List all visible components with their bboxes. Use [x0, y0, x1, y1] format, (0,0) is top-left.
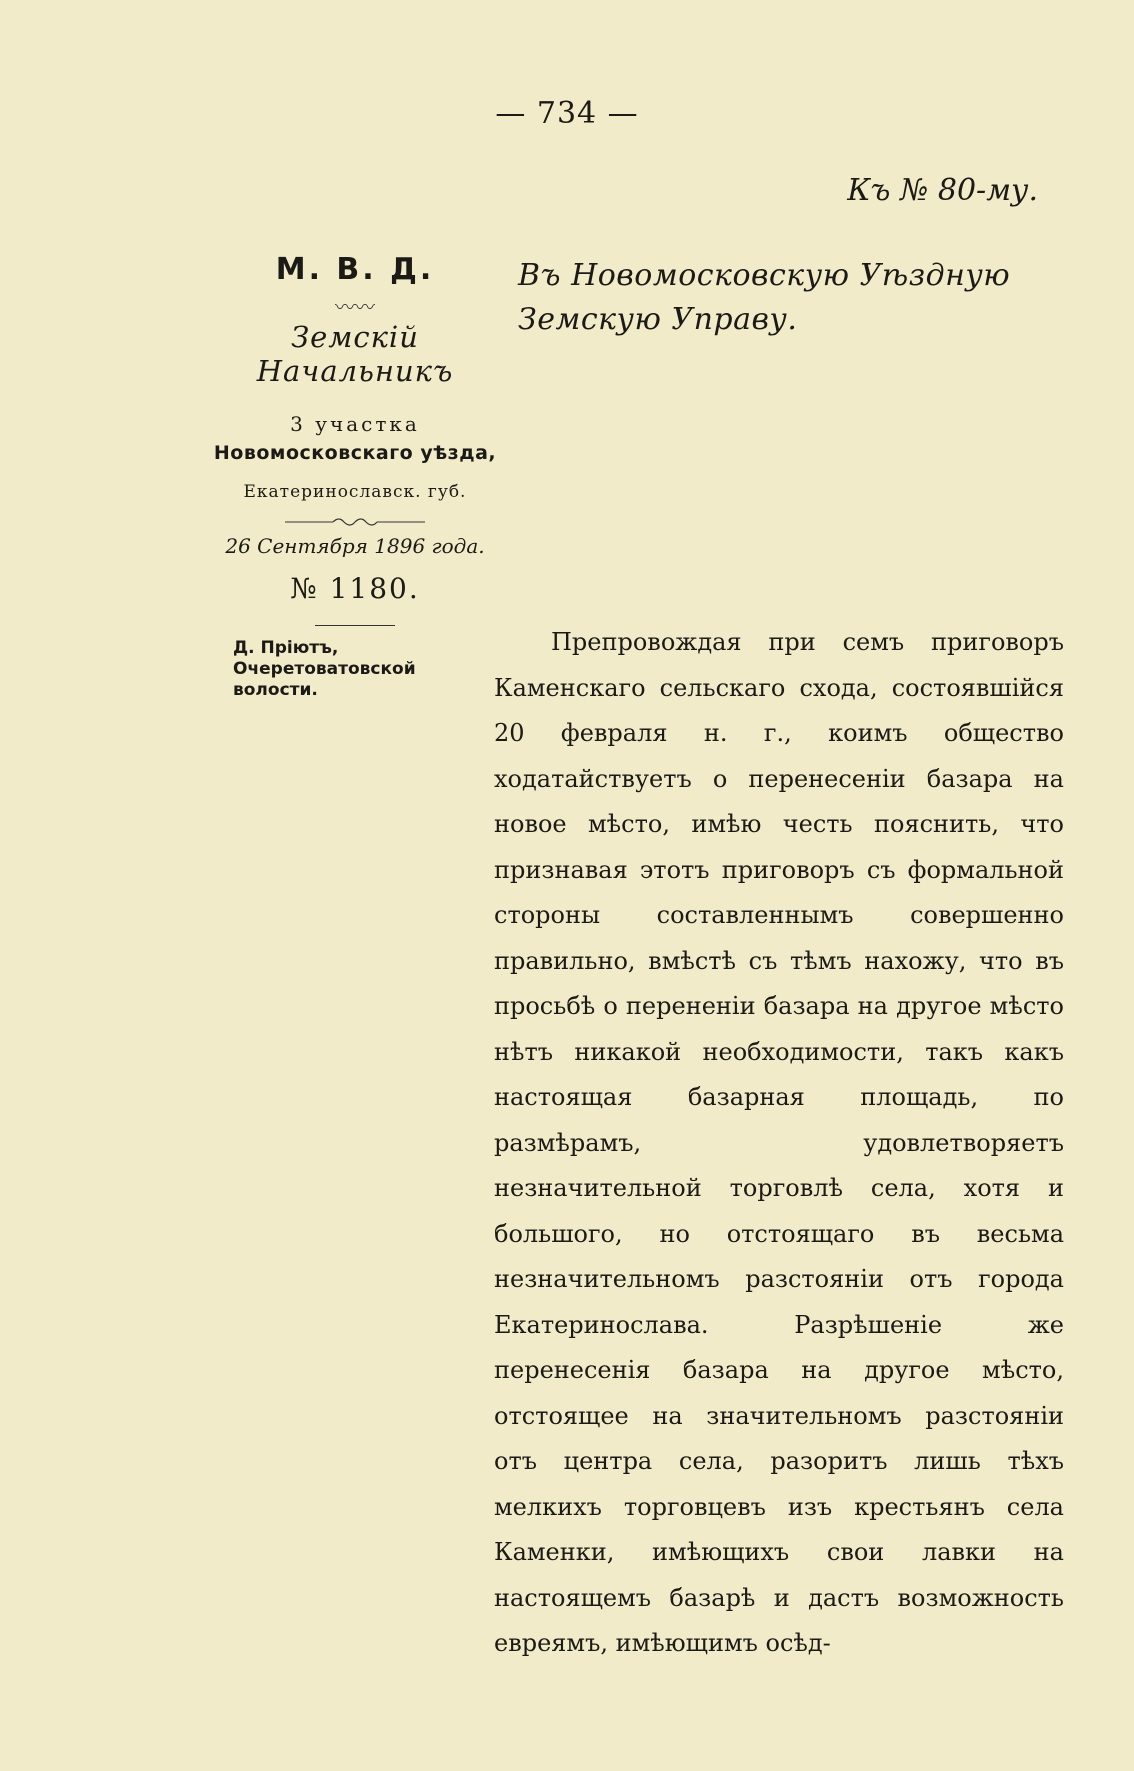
ministry-abbreviation: М. В. Д.	[275, 252, 435, 287]
district-line: 3 участка	[290, 412, 420, 436]
official-title: Земскій Начальникъ	[256, 320, 454, 388]
subject-note: Д. Пріютъ, Очеретоватовской волости.	[233, 638, 416, 700]
flourish-ornament: 〰〰	[335, 295, 375, 319]
sender-block	[205, 252, 505, 701]
document-number: № 1180.	[290, 572, 420, 605]
divider-ornament	[285, 516, 425, 528]
divider-rule	[315, 625, 395, 626]
letter-date: 26 Сентября 1896 года.	[225, 534, 485, 558]
addressee: Въ Новомосковскую Уѣздную Земскую Управу.	[518, 258, 1011, 337]
page-number: — 734 —	[495, 96, 639, 131]
county-line: Новомосковскаго уѣзда,	[213, 442, 497, 464]
reference-number: Къ № 80-му.	[847, 173, 1038, 208]
letter-body: Препровождая при семъ приговоръ Каменскаго сельскаго схода, состоявшійся 20 февраля н. г., коимъ общество ходатайствуетъ о перенесеніи базара на новое мѣсто, имѣю честь пояснить, что признавая этотъ приговоръ съ формальной стороны составленнымъ совершенно правильно, вмѣстѣ съ тѣмъ нахожу, что въ просьбѣ о перененіи базара на другое мѣсто нѣтъ никакой необходимости, такъ какъ настоящая базарная площадь, по размѣрамъ, удовлетворяетъ незначительной торговлѣ села, хотя и большого, но отстоящаго въ весьма незначительномъ разстояніи отъ города Екатеринослава. Разрѣшеніе же перенесенія базара на другое мѣсто, отстоящее на значительномъ разстояніи отъ центра села, разоритъ лишь тѣхъ мелкихъ торговцевъ изъ крестьянъ села Каменки, имѣющихъ свои лавки на настоящемъ базарѣ и дастъ возможность евреямъ, имѣющимъ осѣд-	[494, 628, 1064, 1657]
province-line: Екатеринославск. губ.	[243, 482, 467, 502]
